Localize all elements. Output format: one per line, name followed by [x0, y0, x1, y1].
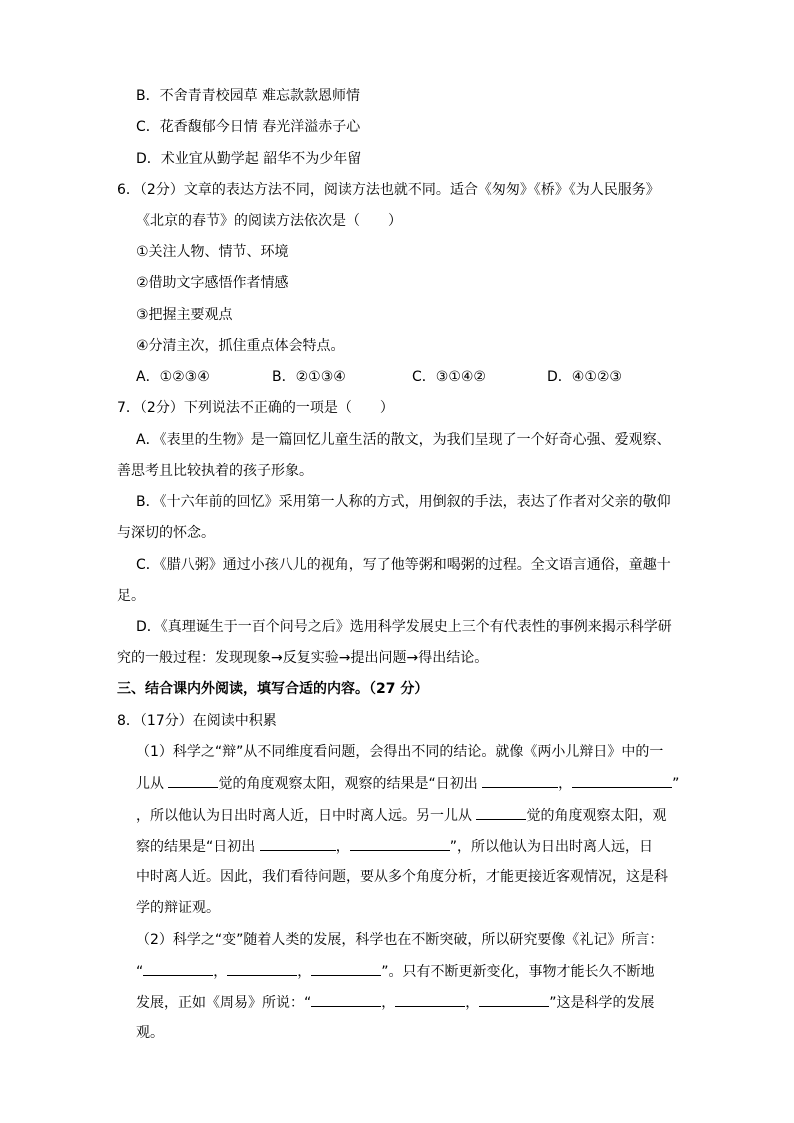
q8-part1-line6: 学的辩证观。 — [136, 900, 220, 916]
q8-part1-line1: （1）科学之“辩”从不同维度看问题，会得出不同的结论。就像《两小儿辩日》中的一 — [136, 744, 664, 760]
q8-part1-text: 儿从 — [136, 776, 169, 792]
q8-part2-text: 发展，正如《周易》所说：“ — [136, 995, 312, 1011]
answer-blank[interactable] — [482, 773, 558, 788]
q8-part1-text: ， — [558, 776, 573, 792]
q8-part1-text: 察的结果是“日初出 — [136, 839, 260, 855]
q7-option-d-line2: 究的一般过程：发现现象→反复实验→提出问题→得出结论。 — [117, 650, 489, 666]
q8-part2-line3 — [136, 992, 655, 1013]
q8-part2-text: ， — [297, 964, 312, 980]
q8-part2-text: ， — [465, 995, 480, 1011]
q8-part1-text: ” — [672, 776, 680, 792]
q6-item-3: ③把握主要观点 — [136, 307, 233, 323]
q6-option-a: A．①②③④ — [136, 369, 210, 385]
q8-part2-text: ， — [213, 964, 228, 980]
q7-option-b-line2: 与深切的怀念。 — [117, 525, 215, 541]
q7-option-d-line1: D．《真理诞生于一百个问号之后》选用科学发展史上三个有代表性的事例来揭示科学研 — [136, 619, 672, 635]
q6-item-2: ②借助文字感悟作者情感 — [136, 275, 289, 291]
answer-blank[interactable] — [350, 836, 450, 851]
q7-option-b-line1: B．《十六年前的回忆》采用第一人称的方式，用倒叙的手法，表达了作者对父亲的敬仰 — [136, 494, 671, 510]
q8-part1-text: ，所以他认为日出时离人近，日中时离人远。另一儿从 — [136, 808, 477, 824]
q5-option-b: B．不舍青青校园草 难忘款款恩师情 — [136, 88, 361, 104]
q8-part2-line4: 观。 — [136, 1025, 164, 1041]
answer-blank[interactable] — [395, 992, 465, 1007]
q8-part2-line2 — [136, 961, 655, 982]
q7-option-c-line1: C．《腊八粥》通过小孩八儿的视角，写了他等粥和喝粥的过程。全文语言通俗，童趣十 — [136, 557, 671, 573]
q6-item-4: ④分清主次，抓住重点体会特点。 — [136, 338, 345, 354]
q7-stem: 7．（2分）下列说法不正确的一项是（ ） — [117, 400, 394, 416]
q8-part2-text: ， — [381, 995, 396, 1011]
q7-option-a-line1: A．《表里的生物》是一篇回忆儿童生活的散文，为我们呈现了一个好奇心强、爱观察、 — [136, 432, 671, 448]
q8-part2-line1: （2）科学之“变”随着人类的发展，科学也在不断突破，所以研究要像《礼记》所言： — [136, 932, 664, 948]
answer-blank[interactable] — [479, 992, 549, 1007]
q8-part1-line4 — [136, 836, 653, 857]
q8-part2-text: ”这是科学的发展 — [549, 995, 655, 1011]
q6-stem-line1: 6．（2分）文章的表达方法不同，阅读方法也就不同。适合《匆匆》《桥》《为人民服务》 — [117, 182, 660, 198]
q8-stem: 8．（17分）在阅读中积累 — [117, 713, 277, 729]
answer-blank[interactable] — [227, 961, 297, 976]
q8-part1-line2 — [136, 773, 679, 794]
answer-blank[interactable] — [311, 961, 381, 976]
q8-part1-text: 觉的角度观察太阳，观 — [526, 808, 667, 824]
q8-part1-text: ， — [335, 839, 350, 855]
q7-option-c-line2: 足。 — [117, 588, 145, 604]
q6-option-b: B．②①③④ — [272, 369, 346, 385]
q8-part1-line3 — [136, 805, 666, 826]
q6-option-c: C．③①④② — [412, 369, 486, 385]
answer-blank[interactable] — [311, 992, 381, 1007]
answer-blank[interactable] — [476, 805, 526, 820]
q6-option-d: D．④①②③ — [547, 369, 622, 385]
q6-item-1: ①关注人物、情节、环境 — [136, 244, 289, 260]
section-3-heading: 三、结合课内外阅读，填写合适的内容。（27 分） — [117, 681, 429, 697]
answer-blank[interactable] — [572, 773, 672, 788]
answer-blank[interactable] — [168, 773, 218, 788]
answer-blank[interactable] — [260, 836, 336, 851]
q8-part2-text: ”。只有不断更新变化，事物才能长久不断地 — [381, 964, 655, 980]
q8-part1-text: 觉的角度观察太阳，观察的结果是“日初出 — [218, 776, 483, 792]
q8-part1-text: ”，所以他认为日出时离人远，日 — [449, 839, 653, 855]
q5-option-d: D．术业宜从勤学起 韶华不为少年留 — [136, 151, 362, 167]
answer-blank[interactable] — [143, 961, 213, 976]
q5-option-c: C．花香馥郁今日情 春光洋溢赤子心 — [136, 119, 361, 135]
q8-part1-line5: 中时离人近。因此，我们看待问题，要从多个角度分析，才能更接近客观情况，这是科 — [136, 869, 668, 885]
q6-stem-line2: 《北京的春节》的阅读方法依次是（ ） — [136, 213, 402, 229]
q8-part2-text: “ — [136, 964, 144, 980]
q7-option-a-line2: 善思考且比较执着的孩子形象。 — [117, 463, 313, 479]
